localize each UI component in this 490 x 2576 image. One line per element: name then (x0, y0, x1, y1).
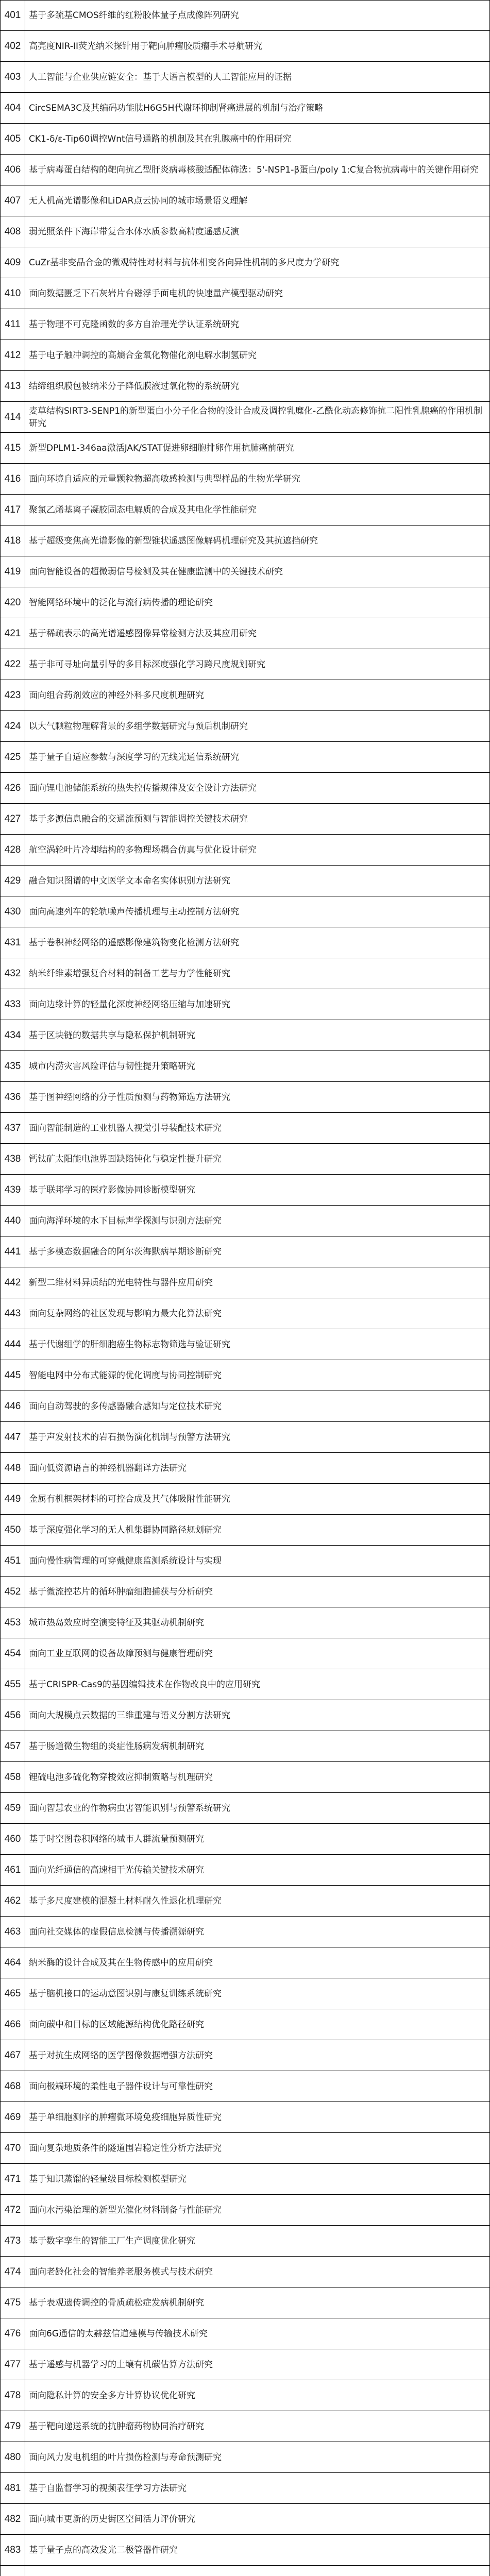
row-number: 448 (0, 1453, 25, 1484)
project-title: 基于联邦学习的医疗影像协同诊断模型研究 (25, 1175, 490, 1206)
project-title: 新型DPLM1-346aa激活JAK/STAT促进卵细胞排卵作用抗肺癌前研究 (25, 433, 490, 464)
row-number: 473 (0, 2226, 25, 2257)
project-title: 高亮度NIR-II荧光纳米探针用于靶向肿瘤胶质瘤手术导航研究 (25, 31, 490, 62)
project-title: CK1-δ/ε-Tip60调控Wnt信号通路的机制及其在乳腺癌中的作用研究 (25, 124, 490, 155)
project-title: 锂硫电池多硫化物穿梭效应抑制策略与机理研究 (25, 1762, 490, 1793)
project-title: 基于电子触冲调控的高熵合金氧化物催化剂电解水制氢研究 (25, 340, 490, 371)
project-title: CuZr基非变晶合金的微观特性对材料与抗体相变各向异性机制的多尺度力学研究 (25, 247, 490, 278)
project-title: CircSEMA3C及其编码功能肽H6G5H代谢环抑制肾癌进展的机制与治疗策略 (25, 93, 490, 124)
row-number: 469 (0, 2102, 25, 2133)
row-number: 421 (0, 618, 25, 649)
project-title: 面向海洋环境的水下目标声学探测与识别方法研究 (25, 1206, 490, 1236)
project-title: 智能电网中分布式能源的优化调度与协同控制研究 (25, 1360, 490, 1391)
project-title: 基于知识蒸馏的轻量级目标检测模型研究 (25, 2164, 490, 2195)
project-title: 航空涡轮叶片冷却结构的多物理场耦合仿真与优化设计研究 (25, 835, 490, 866)
project-title: 基于微流控芯片的循环肿瘤细胞捕获与分析研究 (25, 1577, 490, 1607)
project-title: 基于多尺度建模的混凝土材料耐久性退化机理研究 (25, 1886, 490, 1917)
row-number: 458 (0, 1762, 25, 1793)
project-title (25, 2566, 490, 2576)
project-title: 面向城市更新的历史街区空间活力评价研究 (25, 2504, 490, 2535)
project-title: 面向社交媒体的虚假信息检测与传播溯源研究 (25, 1917, 490, 1947)
row-number: 437 (0, 1113, 25, 1144)
row-number: 477 (0, 2349, 25, 2380)
row-number: 402 (0, 31, 25, 62)
row-number: 455 (0, 1669, 25, 1700)
row-number: 463 (0, 1917, 25, 1947)
row-number: 410 (0, 278, 25, 309)
row-number: 460 (0, 1824, 25, 1855)
project-title: 基于肠道微生物组的炎症性肠病发病机制研究 (25, 1731, 490, 1762)
project-title: 基于遥感与机器学习的土壤有机碳估算方法研究 (25, 2349, 490, 2380)
project-title: 面向6G通信的太赫兹信道建模与传输技术研究 (25, 2318, 490, 2349)
row-number: 466 (0, 2009, 25, 2040)
project-title: 基于CRISPR-Cas9的基因编辑技术在作物改良中的应用研究 (25, 1669, 490, 1700)
project-title: 基于超级变焦高光谱影像的新型锥状遥感图像解码机理研究及其抗遮挡研究 (25, 526, 490, 556)
project-title: 城市热岛效应时空演变特征及其驱动机制研究 (25, 1607, 490, 1638)
row-number: 479 (0, 2411, 25, 2442)
row-number: 415 (0, 433, 25, 464)
row-number: 467 (0, 2040, 25, 2071)
row-number (0, 2566, 25, 2576)
project-title: 面向低资源语言的神经机器翻译方法研究 (25, 1453, 490, 1484)
project-title: 面向工业互联网的设备故障预测与健康管理研究 (25, 1638, 490, 1669)
row-number: 420 (0, 587, 25, 618)
row-number: 478 (0, 2380, 25, 2411)
row-number: 464 (0, 1947, 25, 1978)
row-number: 444 (0, 1329, 25, 1360)
row-number: 433 (0, 989, 25, 1020)
project-title: 聚氯乙烯基离子凝胶固态电解质的合成及其电化学性能研究 (25, 495, 490, 526)
row-number: 440 (0, 1206, 25, 1236)
row-number: 449 (0, 1484, 25, 1515)
project-title: 城市内涝灾害风险评估与韧性提升策略研究 (25, 1051, 490, 1082)
project-title: 基于时空图卷积网络的城市人群流量预测研究 (25, 1824, 490, 1855)
row-number: 462 (0, 1886, 25, 1917)
row-number: 413 (0, 371, 25, 402)
project-title: 麦草结构SIRT3-SENP1的新型蛋白小分子化合物的设计合成及调控乳糜化-乙酰化动态修饰抗二阳性乳腺癌的作用机制研究 (25, 402, 490, 433)
row-number: 476 (0, 2318, 25, 2349)
project-title: 基于数字孪生的智能工厂生产调度优化研究 (25, 2226, 490, 2257)
row-number: 426 (0, 773, 25, 804)
project-title: 面向复杂地质条件的隧道围岩稳定性分析方法研究 (25, 2133, 490, 2164)
row-number: 482 (0, 2504, 25, 2535)
project-title: 面向数据匮乏下石灰岩片台磁浮手面电机的快速量产模型驱动研究 (25, 278, 490, 309)
row-number: 447 (0, 1422, 25, 1453)
project-title: 面向极端环境的柔性电子器件设计与可靠性研究 (25, 2071, 490, 2102)
row-number: 454 (0, 1638, 25, 1669)
project-title: 基于量子点的高效发光二极管器件研究 (25, 2535, 490, 2566)
row-number: 471 (0, 2164, 25, 2195)
project-title: 基于表观遗传调控的骨质疏松症发病机制研究 (25, 2287, 490, 2318)
row-number: 446 (0, 1391, 25, 1422)
row-number: 468 (0, 2071, 25, 2102)
project-title: 面向智能设备的超微弱信号检测及其在健康监测中的关键技术研究 (25, 556, 490, 587)
row-number: 407 (0, 185, 25, 216)
project-title: 基于稀疏表示的高光谱遥感图像异常检测方法及其应用研究 (25, 618, 490, 649)
project-title: 面向锂电池储能系统的热失控传播规律及安全设计方法研究 (25, 773, 490, 804)
project-title: 金属有机框架材料的可控合成及其气体吸附性能研究 (25, 1484, 490, 1515)
row-number: 418 (0, 526, 25, 556)
project-title: 面向智慧农业的作物病虫害智能识别与预警系统研究 (25, 1793, 490, 1824)
row-number: 442 (0, 1267, 25, 1298)
row-number: 409 (0, 247, 25, 278)
row-number: 429 (0, 866, 25, 896)
project-title: 纳米酶的设计合成及其在生物传感中的应用研究 (25, 1947, 490, 1978)
row-number: 411 (0, 309, 25, 340)
project-title: 基于靶向递送系统的抗肿瘤药物协同治疗研究 (25, 2411, 490, 2442)
row-number: 403 (0, 62, 25, 93)
row-number: 432 (0, 958, 25, 989)
project-title: 基于多模态数据融合的阿尔茨海默病早期诊断研究 (25, 1236, 490, 1267)
row-number: 435 (0, 1051, 25, 1082)
row-number: 472 (0, 2195, 25, 2226)
project-title: 基于脑机接口的运动意图识别与康复训练系统研究 (25, 1978, 490, 2009)
project-title: 面向组合药剂效应的神经外科多尺度机理研究 (25, 680, 490, 711)
row-number: 424 (0, 711, 25, 742)
row-number: 401 (0, 0, 25, 31)
row-number: 481 (0, 2473, 25, 2504)
row-number: 412 (0, 340, 25, 371)
row-number: 414 (0, 402, 25, 433)
row-number: 422 (0, 649, 25, 680)
row-number: 408 (0, 216, 25, 247)
row-number: 450 (0, 1515, 25, 1546)
project-title: 基于病毒蛋白结构的靶向抗乙型肝炎病毒核酸适配体筛选：5'-NSP1-β蛋白/poly 1:C复合物抗病毒中的关键作用研究 (25, 155, 490, 185)
row-number: 474 (0, 2257, 25, 2287)
row-number: 416 (0, 464, 25, 495)
row-number: 428 (0, 835, 25, 866)
row-number: 465 (0, 1978, 25, 2009)
project-title: 面向光纤通信的高速相干光传输关键技术研究 (25, 1855, 490, 1886)
row-number: 443 (0, 1298, 25, 1329)
project-title: 基于量子自适应参数与深度学习的无线光通信系统研究 (25, 742, 490, 773)
project-title: 基于深度强化学习的无人机集群协同路径规划研究 (25, 1515, 490, 1546)
row-number: 436 (0, 1082, 25, 1113)
row-number: 457 (0, 1731, 25, 1762)
project-title: 面向智能制造的工业机器人视觉引导装配技术研究 (25, 1113, 490, 1144)
row-number: 417 (0, 495, 25, 526)
project-title: 面向水污染治理的新型光催化材料制备与性能研究 (25, 2195, 490, 2226)
row-number: 419 (0, 556, 25, 587)
project-title: 基于区块链的数据共享与隐私保护机制研究 (25, 1020, 490, 1051)
row-number: 470 (0, 2133, 25, 2164)
project-title: 面向自动驾驶的多传感器融合感知与定位技术研究 (25, 1391, 490, 1422)
row-number: 451 (0, 1546, 25, 1577)
project-title: 面向高速列车的轮轨噪声传播机理与主动控制方法研究 (25, 896, 490, 927)
row-number: 404 (0, 93, 25, 124)
project-title: 钙钛矿太阳能电池界面缺陷钝化与稳定性提升研究 (25, 1144, 490, 1175)
project-title: 基于声发射技术的岩石损伤演化机制与预警方法研究 (25, 1422, 490, 1453)
project-title: 面向复杂网络的社区发现与影响力最大化算法研究 (25, 1298, 490, 1329)
project-title: 基于对抗生成网络的医学图像数据增强方法研究 (25, 2040, 490, 2071)
project-title: 基于物理不可克隆函数的多方自治理光学认证系统研究 (25, 309, 490, 340)
project-title: 新型二维材料异质结的光电特性与器件应用研究 (25, 1267, 490, 1298)
project-title: 纳米纤维素增强复合材料的制备工艺与力学性能研究 (25, 958, 490, 989)
project-title: 结缔组织膜包被纳米分子降低膜液过氧化物的系统研究 (25, 371, 490, 402)
project-title: 面向隐私计算的安全多方计算协议优化研究 (25, 2380, 490, 2411)
project-title: 基于多源信息融合的交通流预测与智能调控关键技术研究 (25, 804, 490, 835)
project-title: 基于多巯基CMOS纤维的红粉胶体量子点成像阵列研究 (25, 0, 490, 31)
project-title: 基于非可寻址向量引导的多目标深度强化学习跨尺度规划研究 (25, 649, 490, 680)
project-title: 以大气颗粒物理解背景的多组学数据研究与预后机制研究 (25, 711, 490, 742)
row-number: 438 (0, 1144, 25, 1175)
row-number: 480 (0, 2442, 25, 2473)
project-title: 面向碳中和目标的区域能源结构优化路径研究 (25, 2009, 490, 2040)
row-number: 430 (0, 896, 25, 927)
project-title: 人工智能与企业供应链安全：基于大语言模型的人工智能应用的证据 (25, 62, 490, 93)
project-title: 基于代谢组学的肝细胞癌生物标志物筛选与验证研究 (25, 1329, 490, 1360)
project-title: 基于单细胞测序的肿瘤微环境免疫细胞异质性研究 (25, 2102, 490, 2133)
row-number: 441 (0, 1236, 25, 1267)
row-number: 425 (0, 742, 25, 773)
project-title: 智能网络环境中的泛化与流行病传播的理论研究 (25, 587, 490, 618)
row-number: 456 (0, 1700, 25, 1731)
project-title: 融合知识图谱的中文医学文本命名实体识别方法研究 (25, 866, 490, 896)
row-number: 434 (0, 1020, 25, 1051)
project-title: 基于自监督学习的视频表征学习方法研究 (25, 2473, 490, 2504)
project-title: 无人机高光谱影像和LiDAR点云协同的城市场景语义理解 (25, 185, 490, 216)
row-number: 431 (0, 927, 25, 958)
project-title: 面向边缘计算的轻量化深度神经网络压缩与加速研究 (25, 989, 490, 1020)
row-number: 475 (0, 2287, 25, 2318)
project-title: 弱光照条件下海岸带复合水体水质参数高精度遥感反演 (25, 216, 490, 247)
project-title: 面向慢性病管理的可穿戴健康监测系统设计与实现 (25, 1546, 490, 1577)
row-number: 439 (0, 1175, 25, 1206)
row-number: 483 (0, 2535, 25, 2566)
row-number: 423 (0, 680, 25, 711)
project-title: 面向老龄化社会的智能养老服务模式与技术研究 (25, 2257, 490, 2287)
project-title: 基于图神经网络的分子性质预测与药物筛选方法研究 (25, 1082, 490, 1113)
row-number: 453 (0, 1607, 25, 1638)
row-number: 445 (0, 1360, 25, 1391)
project-title: 面向环境自适应的元量颗粒物超高敏感检测与典型样品的生物光学研究 (25, 464, 490, 495)
row-number: 461 (0, 1855, 25, 1886)
project-title: 面向风力发电机组的叶片损伤检测与寿命预测研究 (25, 2442, 490, 2473)
row-number: 427 (0, 804, 25, 835)
project-title: 面向大规模点云数据的三维重建与语义分割方法研究 (25, 1700, 490, 1731)
row-number: 459 (0, 1793, 25, 1824)
project-title: 基于卷积神经网络的遥感影像建筑物变化检测方法研究 (25, 927, 490, 958)
row-number: 405 (0, 124, 25, 155)
row-number: 452 (0, 1577, 25, 1607)
row-number: 406 (0, 155, 25, 185)
